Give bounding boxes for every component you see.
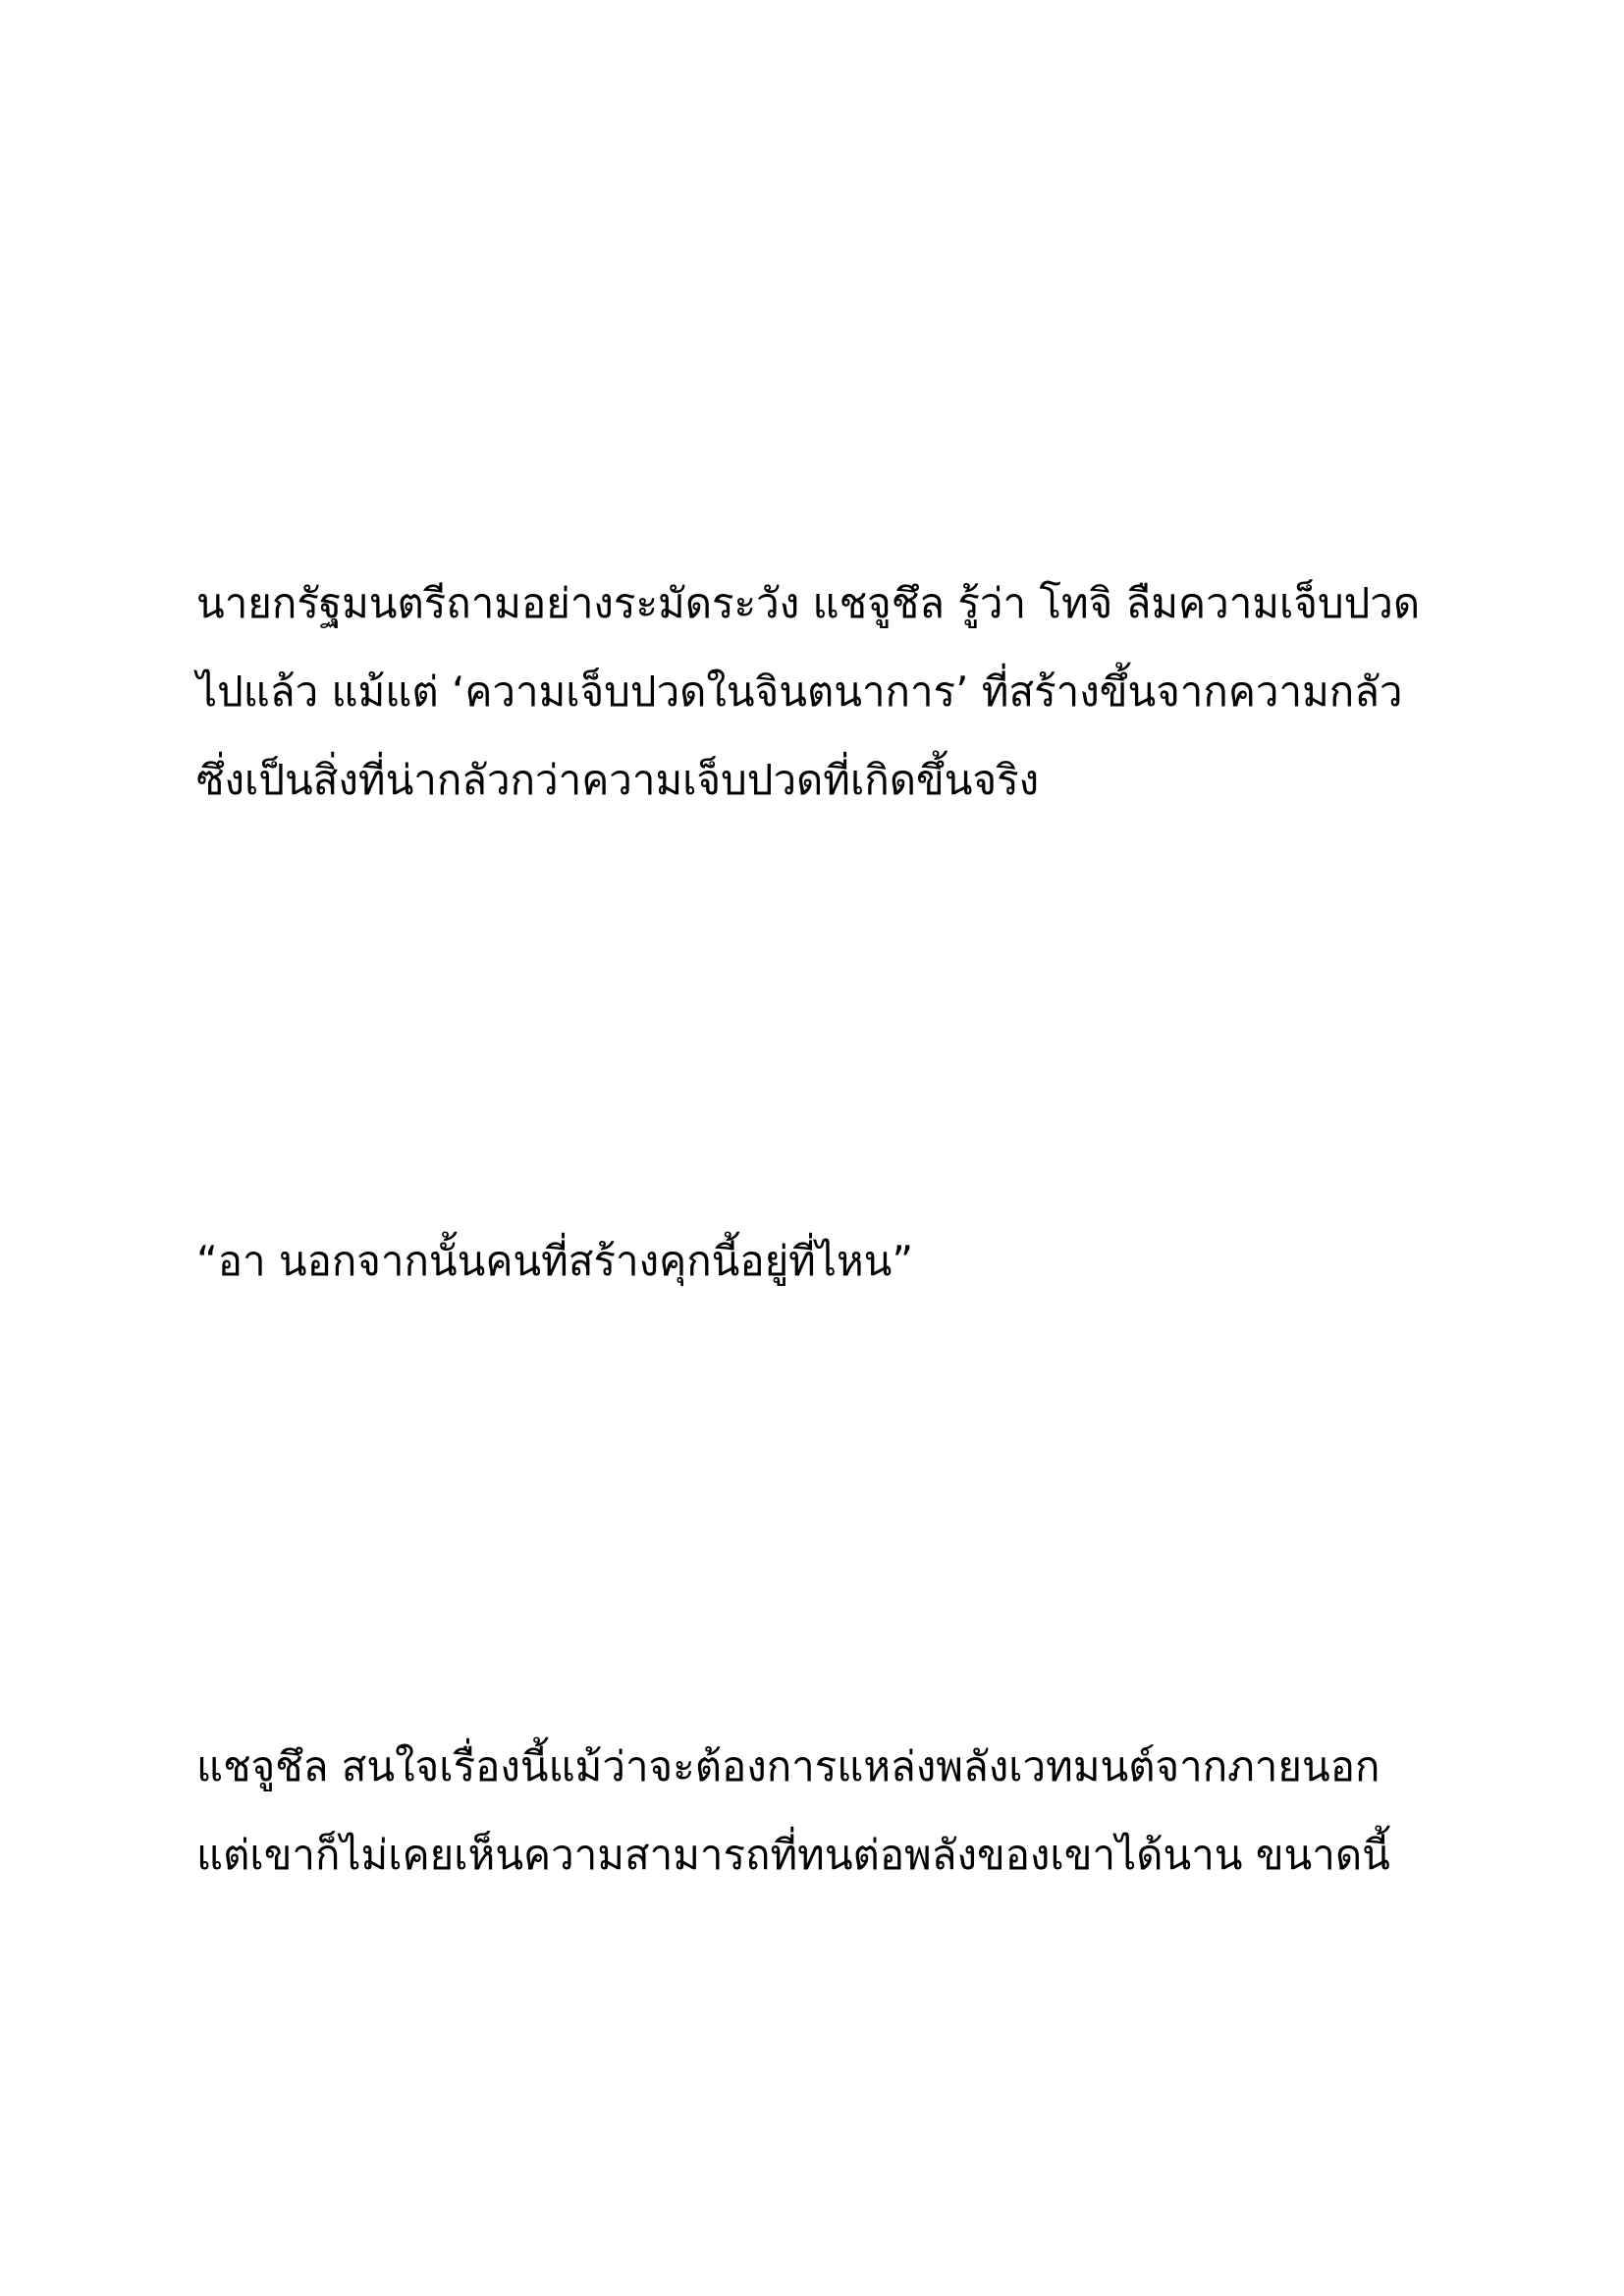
paragraph-narration-2 [196,1723,1473,1899]
paragraph-narration-1 [196,560,1473,825]
paragraph-dialogue [196,1217,1473,1306]
text-line: แชจูชึล สนใจเรื่องนี้แม้ว่าจะต้องการแหล่งพลังเวทมนต์จากภายนอก [196,1742,1380,1790]
text-line: “อา นอกจากนั้นคนที่สร้างคุกนี้อยู่ที่ไหน” [196,1237,914,1285]
text-line: นายกรัฐมนตรีถามอย่างระมัดระวัง แชจูชึล รู้ว่า โทจิ ลืมความเจ็บปวด [196,579,1421,627]
text-line: แต่เขาก็ไม่เคยเห็นความสามารถที่ทนต่อพลังของเขาได้นาน ขนาดนี้ [196,1831,1390,1879]
text-line: ไปแล้ว แม้แต่ ‘ความเจ็บปวดในจินตนาการ’ ที่สร้างขึ้นจากความกลัว [196,667,1403,716]
text-line: ซึ่งเป็นสิ่งที่น่ากลัวกว่าความเจ็บปวดที่เกิดขึ้นจริง [196,756,1040,804]
